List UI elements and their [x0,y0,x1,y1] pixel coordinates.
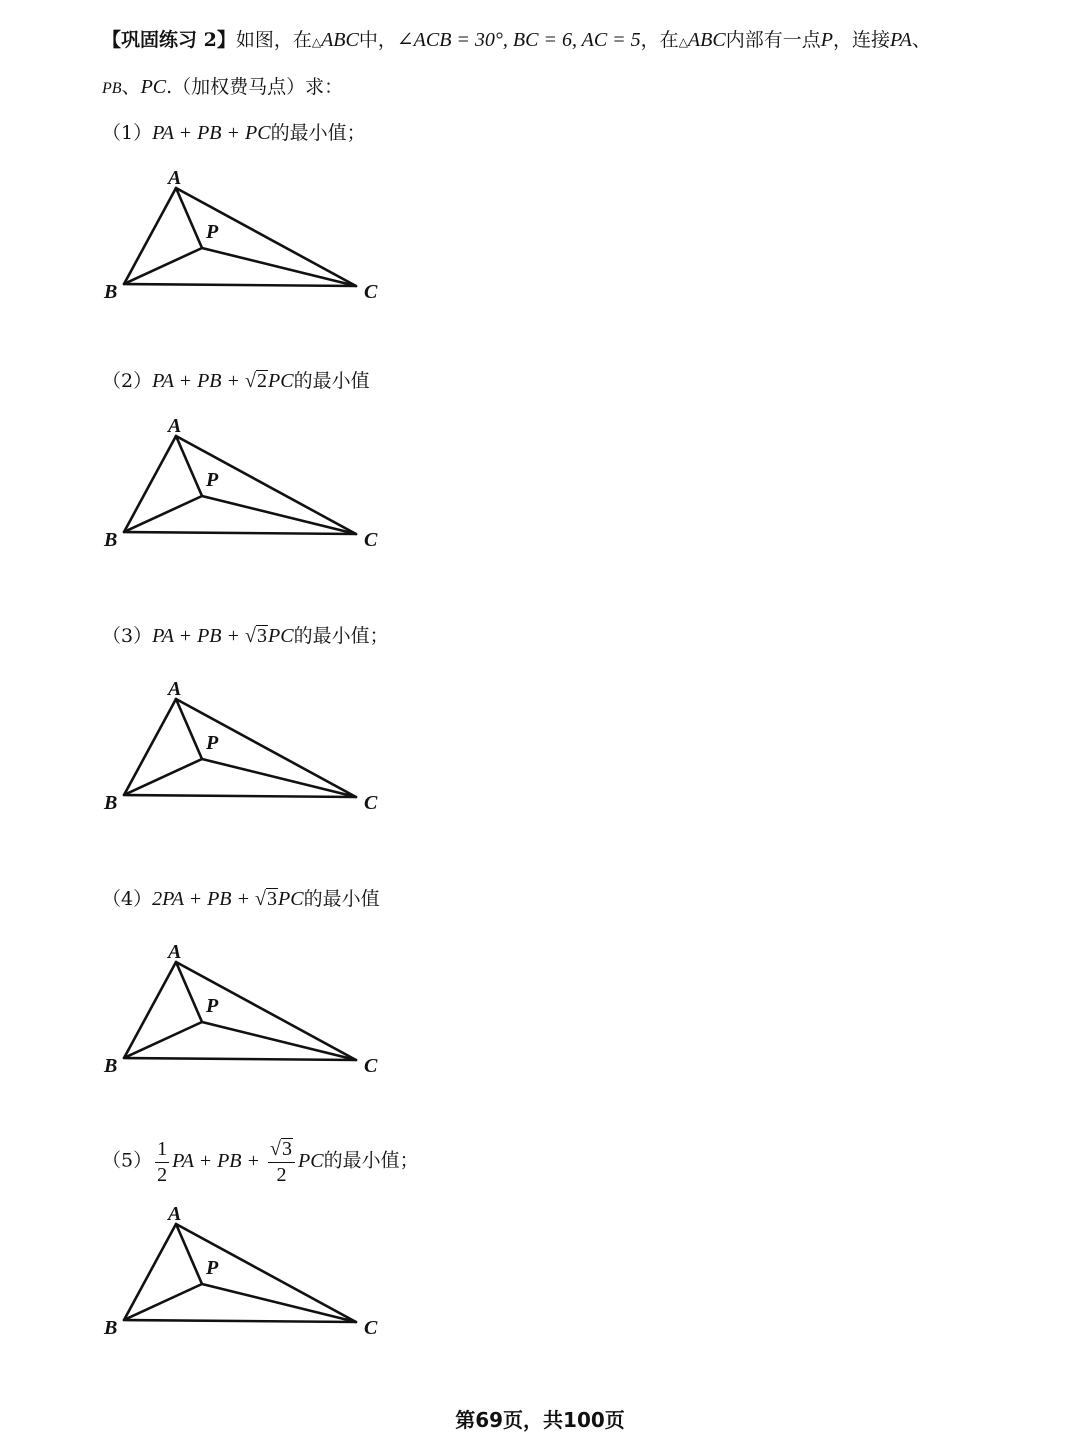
vertex-label-a: A [168,1203,182,1225]
vertex-label-b: B [104,529,118,548]
header-text-3: ，在 [640,29,679,51]
segment-pb-line [124,248,202,284]
question-number: （2） [102,370,153,392]
question-5 [102,1138,419,1186]
question-suffix: 的最小值； [270,122,366,144]
point-label-p: P [206,732,219,754]
header-text-1: 如图，在 [235,29,312,51]
sqrt-symbol: √3 [245,625,267,647]
triangle-diagram [96,934,396,1074]
segment-pc: PC [140,76,167,98]
separator: 、 [911,29,931,51]
point-p: P [820,29,833,51]
question-expression: PA + PB + √3PC [152,625,294,647]
point-label-p: P [206,995,219,1017]
triangle-abc-outline [124,436,356,534]
segment-pa-line [176,1224,202,1284]
question-suffix: 的最小值 [293,370,370,392]
separator-2: 、 [121,76,141,98]
fraction-one-half: $\frac{1}{2}$ [157,1137,168,1186]
question-4 [102,888,380,909]
triangle-diagram [96,408,396,548]
header-text-2: 中， [358,29,397,51]
vertex-label-b: B [104,281,118,300]
vertex-label-c: C [364,1055,378,1074]
vertex-label-c: C [364,1317,378,1336]
question-2 [102,370,370,391]
question-suffix: 的最小值 [303,888,380,910]
segment-pb-line [124,1022,202,1058]
triangle-figure-5 [96,1196,396,1336]
question-1 [102,123,366,143]
question-expression: 2PA + PB + √3PC [152,888,304,910]
sqrt-symbol: √3 [255,888,277,910]
vertex-label-b: B [104,792,118,811]
sqrt-symbol: √2 [245,370,267,392]
segment-pa-line [176,188,202,248]
triangle-abc-outline [124,962,356,1060]
segment-pc-line [202,248,356,286]
triangle-symbol: △ [311,35,322,49]
vertex-label-b: B [104,1317,118,1336]
question-expression: PA + PB + √2PC [152,370,294,392]
question-number: （4） [102,888,153,910]
segment-pa: PA [889,29,912,51]
segment-pc-line [202,496,356,534]
vertex-label-a: A [168,941,182,963]
given-conditions: ∠ACB = 30°, BC = 6, AC = 5 [396,29,641,51]
vertex-label-c: C [364,792,378,811]
triangle-figure-1 [96,160,396,300]
point-label-p: P [206,469,219,491]
point-label-p: P [206,1257,219,1279]
header-text-5: ，连接 [832,29,890,51]
segment-pb-line [124,496,202,532]
question-number: （3） [102,625,153,647]
question-3 [102,625,389,646]
question-suffix: 的最小值； [323,1149,419,1172]
problem-header-line-2 [102,77,343,97]
triangle-abc: ABC [321,29,359,51]
question-expression: $\frac{1}{2}$ PA + PB + $\frac{√3}{2}$ PC [157,1137,324,1186]
segment-pb: PB [102,80,122,97]
page-footer: 第69页，共100页 [455,1408,625,1432]
triangle-figure-3 [96,671,396,811]
question-suffix: 的最小值； [293,625,389,647]
problem-tag: 【巩固练习 2】 [102,29,236,51]
question-expression: PA + PB + PC [152,122,271,144]
triangle-figure-4 [96,934,396,1074]
problem-header-line-1 [102,30,931,50]
triangle-abc-outline [124,1224,356,1322]
triangle-abc-2: ABC [687,29,726,51]
segment-pc-line [202,759,356,797]
triangle-diagram [96,671,396,811]
segment-pb-line [124,759,202,795]
segment-pa-line [176,436,202,496]
vertex-label-a: A [168,678,182,700]
triangle-figure-2 [96,408,396,548]
header-text-4: 内部有一点 [725,29,821,51]
triangle-diagram [96,160,396,300]
vertex-label-c: C [364,281,378,300]
point-label-p: P [206,221,219,243]
triangle-abc-outline [124,188,356,286]
segment-pc-line [202,1022,356,1060]
vertex-label-a: A [168,167,182,189]
segment-pb-line [124,1284,202,1320]
triangle-diagram [96,1196,396,1336]
segment-pc-line [202,1284,356,1322]
fraction-sqrt3-over-2: $\frac{√3}{2}$ [268,1138,295,1186]
sqrt-symbol: √3 [270,1138,292,1160]
question-number: （1） [102,122,153,144]
segment-pa-line [176,962,202,1022]
question-number: （5） [102,1149,153,1172]
vertex-label-b: B [104,1055,118,1074]
triangle-abc-outline [124,699,356,797]
segment-pa-line [176,699,202,759]
vertex-label-a: A [168,415,182,437]
vertex-label-c: C [364,529,378,548]
triangle-symbol-2: △ [678,35,688,49]
header-text-6: .（加权费马点）求： [166,76,344,98]
